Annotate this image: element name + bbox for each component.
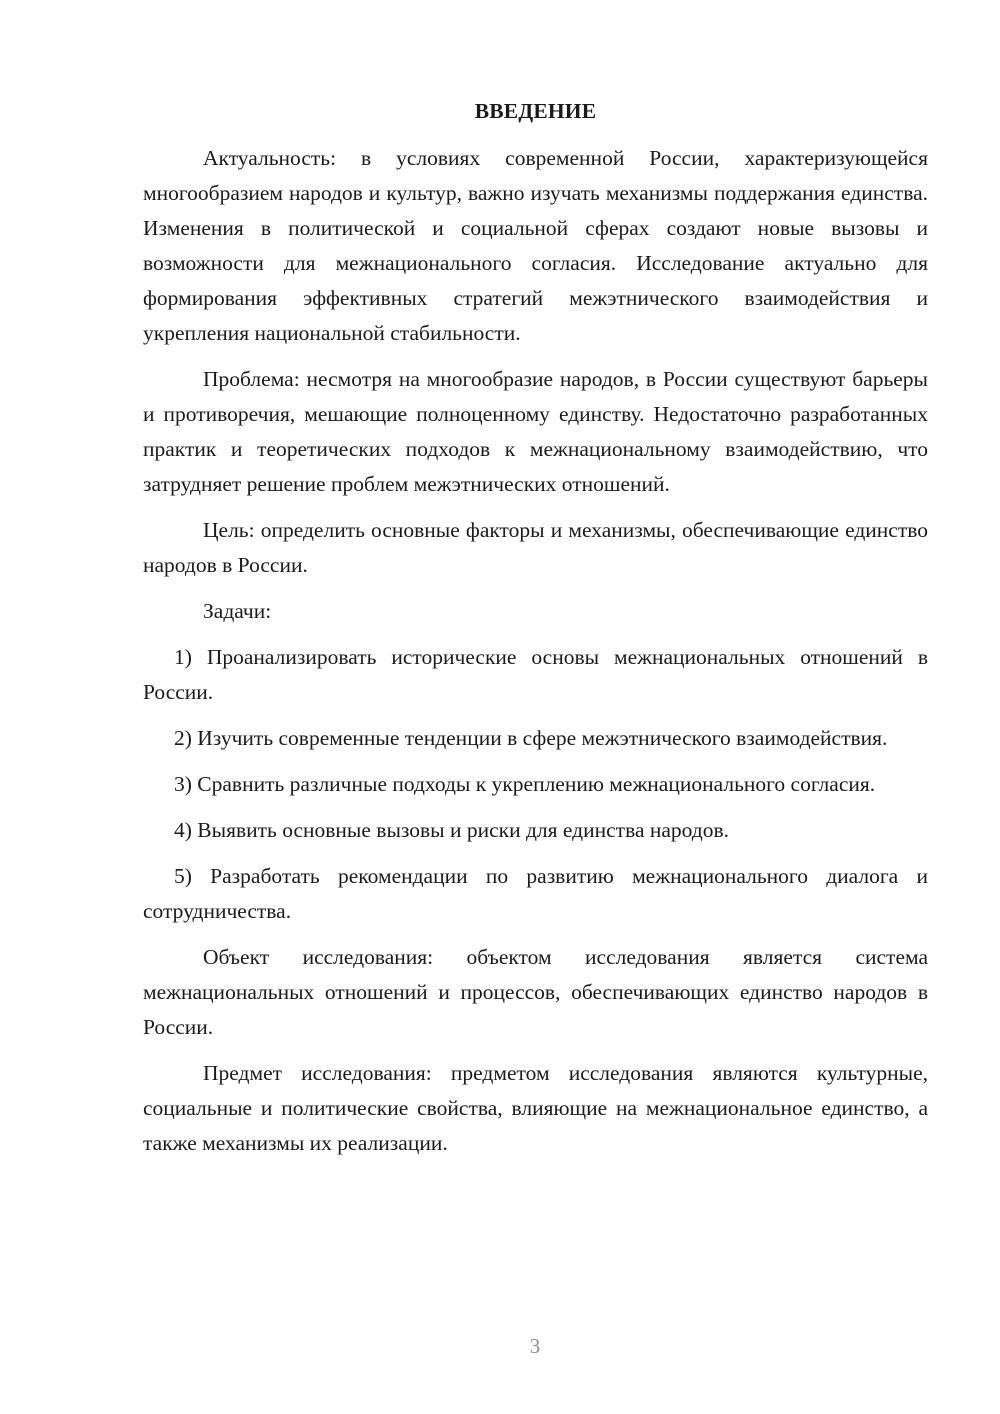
task-item: 5) Разработать рекомендации по развитию межнационального диалога и сотрудничества. <box>143 864 928 923</box>
relevance-paragraph: Актуальность: в условиях современной России, характеризующейся многообразием народов и культур, важно изучать механизмы поддержания единства. Изменения в политической и социальной сферах создают новые вызовы и возможности для межнационального согласия. Исследование актуально для формирования эффективных стратегий межэтнического взаимодействия и укрепления национальной стабильности. <box>143 146 928 345</box>
task-item: 1) Проанализировать исторические основы межнациональных отношений в России. <box>143 645 928 704</box>
task-item: 4) Выявить основные вызовы и риски для единства народов. <box>174 818 730 842</box>
task-item: 3) Сравнить различные подходы к укреплению межнационального согласия. <box>174 772 876 796</box>
page-content <box>143 94 928 1172</box>
task-item: 2) Изучить современные тенденции в сфере межэтнического взаимодействия. <box>174 726 888 750</box>
page-number: 3 <box>529 1334 541 1358</box>
goal-paragraph: Цель: определить основные факторы и механизмы, обеспечивающие единство народов в России. <box>143 518 928 577</box>
problem-paragraph: Проблема: несмотря на многообразие народов, в России существуют барьеры и противоречия, мешающие полноценному единству. Недостаточно разработанных практик и теоретических подходов к межнациональному взаимодействию, что затрудняет решение проблем межэтнических отношений. <box>143 367 928 496</box>
object-paragraph: Объект исследования: объектом исследования является система межнациональных отношений и процессов, обеспечивающих единство народов в России. <box>143 945 928 1039</box>
tasks-label: Задачи: <box>203 599 272 623</box>
subject-paragraph: Предмет исследования: предметом исследования являются культурные, социальные и политические свойства, влияющие на межнациональное единство, а также механизмы их реализации. <box>143 1061 928 1155</box>
section-heading: ВВЕДЕНИЕ <box>474 99 597 123</box>
